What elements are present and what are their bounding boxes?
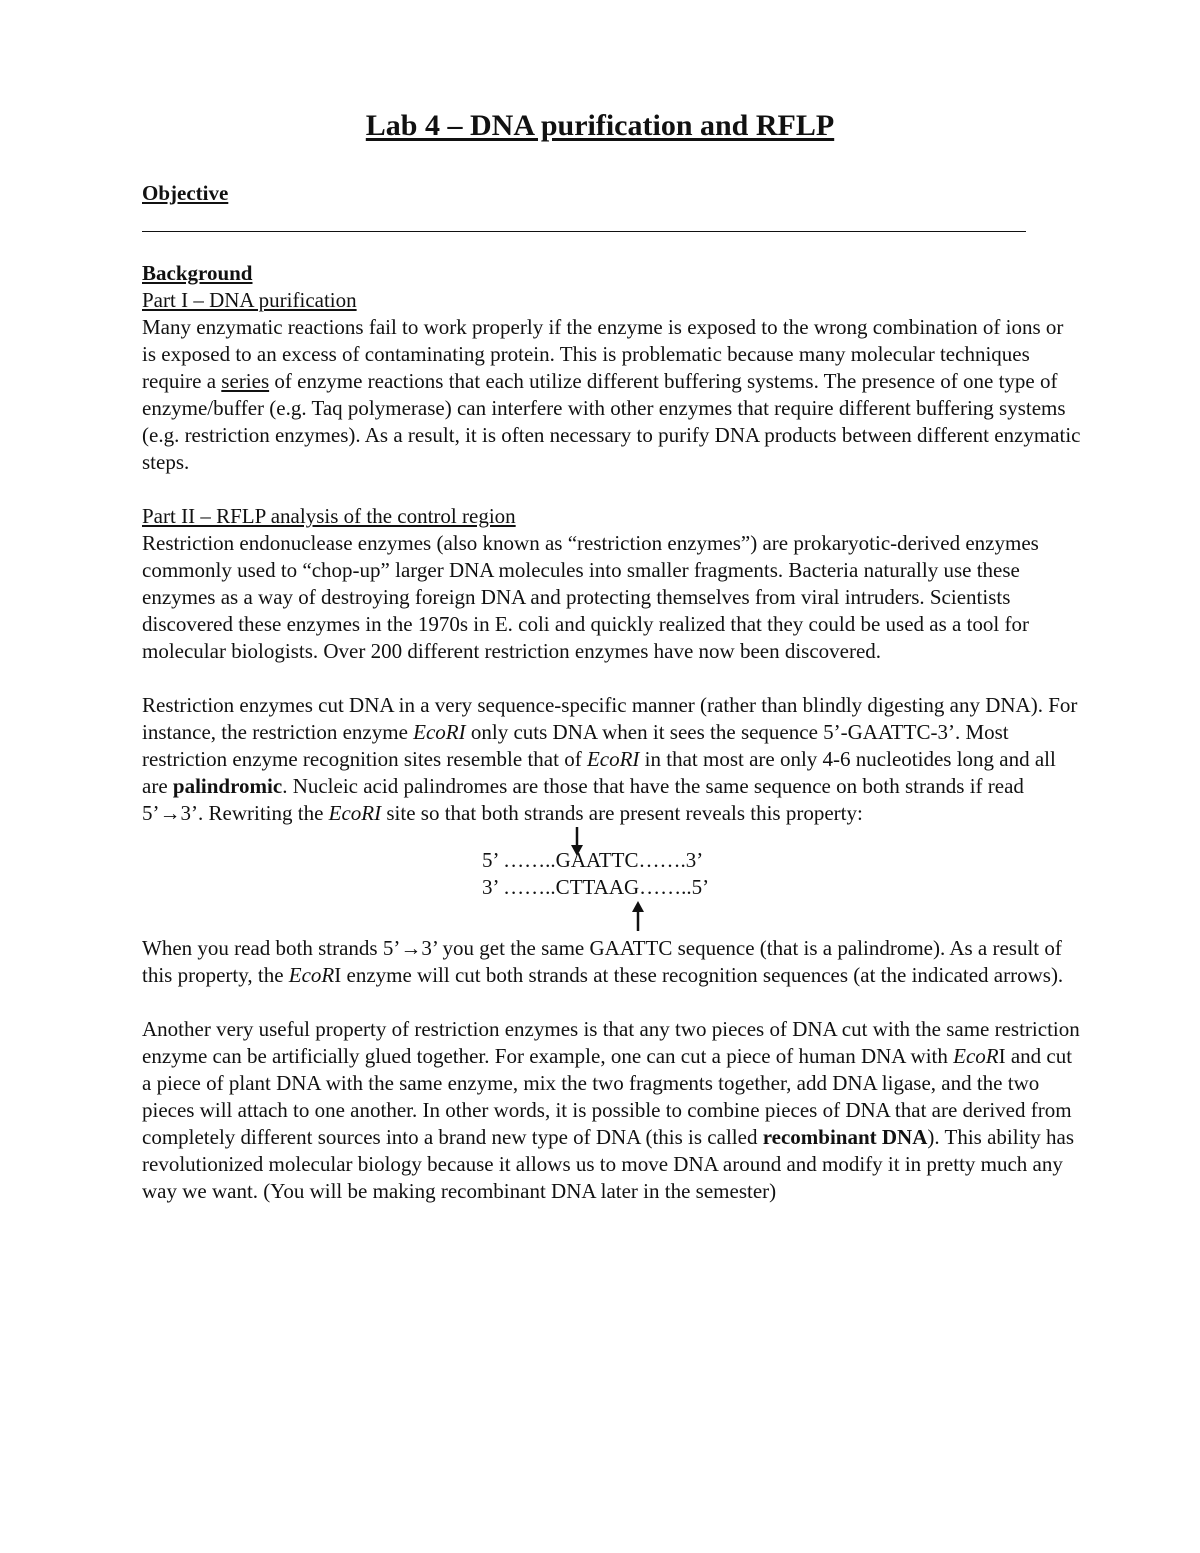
paragraph-gap bbox=[142, 989, 1082, 1016]
text-run: Many enzymatic reactions fail to work properly if the enzyme is exposed to the wrong combination of ions or is exposed to an excess of contaminating protein. This is problematic because many molecular techniques require a bbox=[142, 315, 1064, 393]
text-run: Restriction enzymes cut DNA in a very sequence-specific manner (rather than blindly digesting any DNA). For instance, the restriction enzyme bbox=[142, 693, 1078, 744]
text-run: only cuts DNA when it sees the sequence 5’-GAATTC-3’. Most restriction enzyme recognition sites resemble that of bbox=[142, 720, 1009, 771]
text-run: 3’. Rewriting the bbox=[180, 801, 329, 825]
part1-heading: Part I – DNA purification bbox=[142, 288, 357, 312]
text-run: I and cut a piece of plant DNA with the same enzyme, mix the two fragments together, add DNA ligase, and the two pieces will attach to one another. In other words, it is possible to combine pieces of DNA that are derived from completely different sources into a brand new type of DNA (this is called bbox=[142, 1044, 1073, 1149]
sequence-top-strand: 5’ ……..GAATTC…….3’ bbox=[482, 848, 704, 872]
right-arrow-icon: → bbox=[400, 936, 422, 960]
part2-paragraph-2 bbox=[142, 692, 1082, 827]
text-run: site so that both strands are present reveals this property: bbox=[381, 801, 863, 825]
text-run: Another very useful property of restriction enzymes is that any two pieces of DNA cut with the same restriction enzyme can be artificially glued together. For example, one can cut a piece of human DNA with bbox=[142, 1017, 1080, 1068]
part2-paragraph-3 bbox=[142, 935, 1082, 989]
text-run: of enzyme reactions that each utilize different buffering systems. The presence of one type of enzyme/buffer (e.g. Taq polymerase) can interfere with other enzymes that require different buffering systems (e.g. restriction enzymes). As a result, it is often necessary to purify DNA products between different enzymatic steps. bbox=[142, 369, 1081, 474]
part2-heading: Part II – RFLP analysis of the control region bbox=[142, 504, 516, 528]
background-section bbox=[142, 260, 1082, 1205]
right-arrow-icon: → bbox=[159, 801, 181, 825]
text-run: 3’ you get the same GAATTC sequence (that is a palindrome). As a result of this property, the bbox=[142, 936, 1062, 987]
text-run: in that most are only 4-6 nucleotides long and all are bbox=[142, 747, 1056, 798]
background-heading: Background bbox=[142, 261, 253, 285]
text-run: . Nucleic acid palindromes are those that have the same sequence on both strands if read 5’ bbox=[142, 774, 1024, 825]
palindromic-term: palindromic bbox=[172, 774, 283, 798]
paragraph-gap bbox=[142, 476, 1082, 503]
ecor-term: EcoR bbox=[953, 1044, 999, 1068]
paragraph-gap bbox=[142, 665, 1082, 692]
text-run: I enzyme will cut both strands at these recognition sequences (at the indicated arrows). bbox=[334, 963, 1064, 987]
objective-heading: Objective bbox=[142, 181, 229, 205]
objective-blank-line bbox=[142, 231, 1026, 232]
text-run: ). This ability has revolutionized molecular biology because it allows us to move DNA around and modify it in pretty much any way we want. (You will be making recombinant DNA later in the semester) bbox=[142, 1125, 1075, 1203]
series-emphasis: series bbox=[221, 369, 270, 393]
text-run: When you read both strands 5’ bbox=[142, 936, 401, 960]
part2-paragraph-4 bbox=[142, 1016, 1082, 1205]
recombinant-dna-term: recombinant DNA bbox=[762, 1125, 928, 1149]
ecori-site-figure bbox=[142, 827, 1082, 935]
part2-paragraph-1: Restriction endonuclease enzymes (also known as “restriction enzymes”) are prokaryotic-derived enzymes commonly used to “chop-up” larger DNA molecules into smaller fragments. Bacteria naturally use these enzymes as a way of destroying foreign DNA and protecting themselves from viral intruders. Scientists discovered these enzymes in the 1970s in E. coli and quickly realized that they could be used as a tool for molecular biologists. Over 200 different restriction enzymes have now been discovered. bbox=[142, 531, 1039, 663]
ecori-term: EcoRI bbox=[413, 720, 466, 744]
ecori-term: EcoRI bbox=[586, 747, 640, 771]
ecor-term: EcoR bbox=[288, 963, 335, 987]
ecori-term: EcoRI bbox=[328, 801, 382, 825]
page-title: Lab 4 – DNA purification and RFLP bbox=[365, 109, 835, 142]
sequence-bottom-strand: 3’ ……..CTTAAG……..5’ bbox=[482, 875, 710, 899]
cut-arrow-up-icon bbox=[631, 901, 645, 931]
part1-paragraph bbox=[142, 314, 1082, 476]
